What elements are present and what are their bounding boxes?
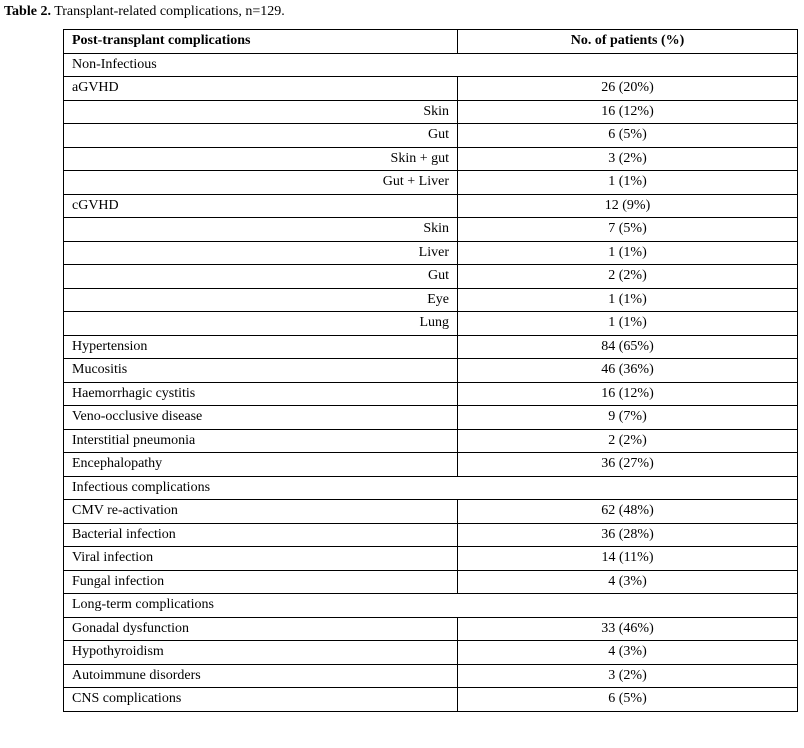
table-row [64,194,798,218]
patient-count: 6 (5%) [458,124,798,148]
patient-count: 3 (2%) [458,147,798,171]
complication-label: aGVHD [64,77,458,101]
complication-label: Autoimmune disorders [64,664,458,688]
table-row [64,218,798,242]
complication-label: Encephalopathy [64,453,458,477]
patient-count: 62 (48%) [458,500,798,524]
table-row [64,688,798,712]
complication-label: Skin [64,100,458,124]
complication-label: Lung [64,312,458,336]
section-label: Non-Infectious [64,53,798,77]
patient-count: 26 (20%) [458,77,798,101]
table-row [64,406,798,430]
complication-label: Gut + Liver [64,171,458,195]
patient-count: 46 (36%) [458,359,798,383]
patient-count: 1 (1%) [458,312,798,336]
table-row [64,429,798,453]
table-row [64,241,798,265]
complication-label: Gonadal dysfunction [64,617,458,641]
header-patients: No. of patients (%) [458,30,798,54]
patient-count: 3 (2%) [458,664,798,688]
table-row [64,547,798,571]
table-row [64,664,798,688]
table-row [64,312,798,336]
patient-count: 12 (9%) [458,194,798,218]
patient-count: 9 (7%) [458,406,798,430]
table-row [64,359,798,383]
patient-count: 36 (28%) [458,523,798,547]
patient-count: 2 (2%) [458,429,798,453]
complication-label: Viral infection [64,547,458,571]
patient-count: 1 (1%) [458,241,798,265]
table-row [64,100,798,124]
patient-count: 1 (1%) [458,171,798,195]
complication-label: Hypothyroidism [64,641,458,665]
patient-count: 1 (1%) [458,288,798,312]
table-row [64,500,798,524]
table-row [64,335,798,359]
patient-count: 16 (12%) [458,100,798,124]
section-label: Infectious complications [64,476,798,500]
complication-label: cGVHD [64,194,458,218]
table-caption [4,4,285,20]
caption-label: Table 2. [4,4,51,19]
table-row [64,617,798,641]
table-row [64,171,798,195]
patient-count: 4 (3%) [458,570,798,594]
table-row [64,523,798,547]
patient-count: 33 (46%) [458,617,798,641]
table-row [64,288,798,312]
patient-count: 2 (2%) [458,265,798,289]
section-label: Long-term complications [64,594,798,618]
complication-label: Skin [64,218,458,242]
complication-label: Gut [64,124,458,148]
section-row [64,594,798,618]
complication-label: Veno-occlusive disease [64,406,458,430]
complications-table [63,29,798,712]
complication-label: Gut [64,265,458,289]
complication-label: Fungal infection [64,570,458,594]
patient-count: 36 (27%) [458,453,798,477]
complication-label: Skin + gut [64,147,458,171]
complication-label: Liver [64,241,458,265]
section-row [64,476,798,500]
complication-label: Mucositis [64,359,458,383]
patient-count: 6 (5%) [458,688,798,712]
complication-label: Bacterial infection [64,523,458,547]
patient-count: 14 (11%) [458,547,798,571]
table-row [64,124,798,148]
complication-label: Haemorrhagic cystitis [64,382,458,406]
table-row [64,453,798,477]
table-row [64,641,798,665]
table-body [64,53,798,711]
patient-count: 84 (65%) [458,335,798,359]
table-row [64,570,798,594]
table-row [64,382,798,406]
table-header-row [64,30,798,54]
complication-label: Interstitial pneumonia [64,429,458,453]
table-row [64,77,798,101]
section-row [64,53,798,77]
table-row [64,265,798,289]
header-complications: Post-transplant complications [64,30,458,54]
caption-text: Transplant-related complications, n=129. [50,4,285,19]
complication-label: CMV re-activation [64,500,458,524]
patient-count: 4 (3%) [458,641,798,665]
complication-label: CNS complications [64,688,458,712]
patient-count: 7 (5%) [458,218,798,242]
complication-label: Hypertension [64,335,458,359]
patient-count: 16 (12%) [458,382,798,406]
complication-label: Eye [64,288,458,312]
table-row [64,147,798,171]
